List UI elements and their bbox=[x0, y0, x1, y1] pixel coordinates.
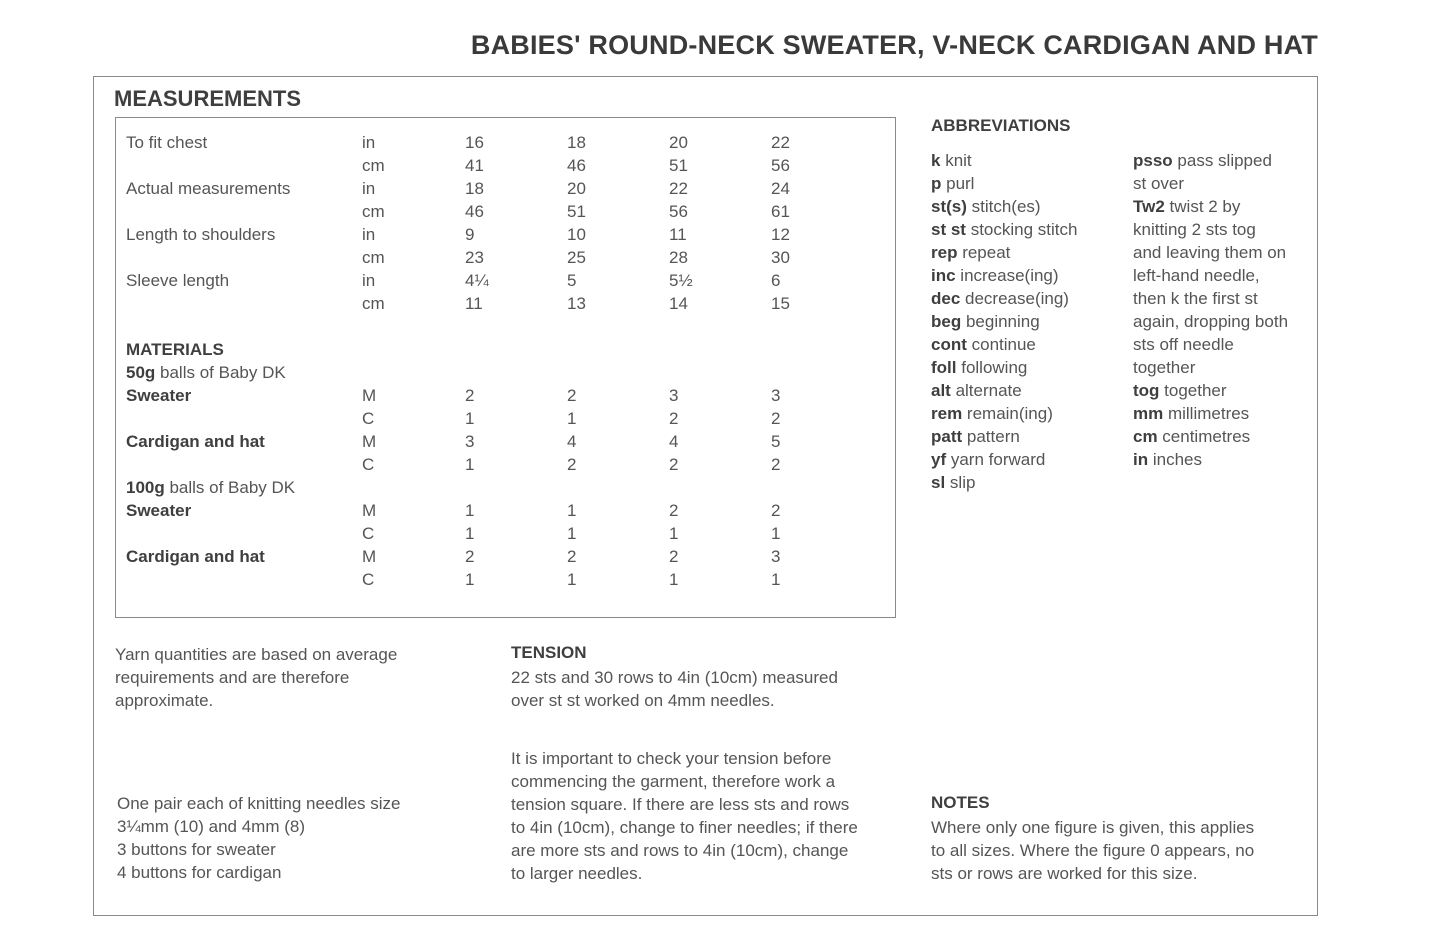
text-line: Where only one figure is given, this applies bbox=[931, 818, 1255, 837]
abbreviation-term: p bbox=[931, 174, 942, 193]
material-ball-count: 2 bbox=[669, 455, 679, 474]
abbreviation-meaning: slip bbox=[945, 473, 976, 492]
material-ball-count: 2 bbox=[771, 501, 781, 520]
abbreviation-meaning: continue bbox=[966, 335, 1036, 354]
text-line: to larger needles. bbox=[511, 864, 643, 883]
abbreviation-term: in bbox=[1133, 450, 1149, 469]
measurement-value: 46 bbox=[567, 156, 586, 175]
measurement-value: 9 bbox=[465, 225, 475, 244]
measurement-value: 12 bbox=[771, 225, 790, 244]
abbreviation-entry bbox=[931, 379, 1077, 402]
material-item-label: Cardigan and hat bbox=[126, 547, 265, 566]
material-ball-count: 2 bbox=[771, 455, 781, 474]
measurement-unit: cm bbox=[362, 202, 385, 221]
measurement-value: 51 bbox=[669, 156, 688, 175]
abbreviation-entry bbox=[1133, 448, 1288, 471]
material-ball-count: 1 bbox=[465, 501, 475, 520]
abbreviation-meaning: stocking stitch bbox=[965, 220, 1078, 239]
text-line: It is important to check your tension before bbox=[511, 749, 832, 768]
material-colour: C bbox=[362, 524, 375, 543]
abbreviation-term: sl bbox=[931, 473, 946, 492]
measurement-unit: cm bbox=[362, 248, 385, 267]
abbreviation-entry bbox=[1133, 379, 1288, 402]
abbreviation-meaning: together bbox=[1159, 381, 1227, 400]
abbreviation-entry bbox=[931, 425, 1077, 448]
material-ball-count: 1 bbox=[771, 570, 781, 589]
measurement-value: 61 bbox=[771, 202, 790, 221]
text-line: 3¼mm (10) and 4mm (8) bbox=[117, 817, 305, 836]
measurement-unit: cm bbox=[362, 294, 385, 313]
abbreviation-meaning: alternate bbox=[950, 381, 1022, 400]
material-ball-count: 1 bbox=[465, 524, 475, 543]
measurement-unit: in bbox=[362, 225, 376, 244]
abbreviation-meaning: pass slipped bbox=[1172, 151, 1272, 170]
abbreviation-term: rep bbox=[931, 243, 958, 262]
measurement-value: 25 bbox=[567, 248, 586, 267]
abbreviation-term: beg bbox=[931, 312, 962, 331]
abbreviation-meaning: inches bbox=[1148, 450, 1202, 469]
abbreviation-meaning: twist 2 by bbox=[1164, 197, 1241, 216]
abbreviation-term: inc bbox=[931, 266, 956, 285]
yarn-quantities-note bbox=[115, 643, 397, 712]
abbreviation-entry bbox=[931, 172, 1077, 195]
abbreviation-entry bbox=[1133, 264, 1288, 287]
measurement-value: 41 bbox=[465, 156, 484, 175]
text-line: 22 sts and 30 rows to 4in (10cm) measured bbox=[511, 668, 838, 687]
material-item-label: Sweater bbox=[126, 501, 192, 520]
material-item-label: Cardigan and hat bbox=[126, 432, 265, 451]
abbreviation-entry bbox=[1133, 425, 1288, 448]
material-colour: M bbox=[362, 501, 377, 520]
abbreviation-meaning: pattern bbox=[962, 427, 1020, 446]
abbreviation-meaning: following bbox=[956, 358, 1028, 377]
material-item-label: Sweater bbox=[126, 386, 192, 405]
text-line: Yarn quantities are based on average bbox=[115, 645, 398, 664]
abbreviation-entry bbox=[931, 448, 1077, 471]
abbreviation-term: alt bbox=[931, 381, 951, 400]
abbreviation-term: Tw2 bbox=[1133, 197, 1165, 216]
material-ball-count: 5 bbox=[771, 432, 781, 451]
material-ball-count: 3 bbox=[771, 386, 781, 405]
page-title: BABIES' ROUND-NECK SWEATER, V-NECK CARDIGAN AND HAT bbox=[470, 30, 1318, 60]
abbreviation-entry bbox=[931, 287, 1077, 310]
text-line: over st st worked on 4mm needles. bbox=[511, 691, 775, 710]
material-ball-count: 3 bbox=[771, 547, 781, 566]
abbreviation-entry bbox=[1133, 333, 1288, 356]
measurement-value: 14 bbox=[669, 294, 688, 313]
abbreviation-meaning: repeat bbox=[957, 243, 1011, 262]
material-ball-count: 1 bbox=[465, 409, 475, 428]
measurement-value: 28 bbox=[669, 248, 688, 267]
material-ball-count: 1 bbox=[465, 570, 475, 589]
abbreviation-entry bbox=[1133, 172, 1288, 195]
material-colour: M bbox=[362, 386, 377, 405]
abbreviation-meaning: millimetres bbox=[1163, 404, 1250, 423]
abbreviation-meaning: decrease(ing) bbox=[960, 289, 1069, 308]
text-line: are more sts and rows to 4in (10cm), change bbox=[511, 841, 849, 860]
material-ball-count: 1 bbox=[567, 409, 577, 428]
abbreviation-entry bbox=[931, 310, 1077, 333]
abbreviation-entry bbox=[1133, 402, 1288, 425]
material-ball-count: 1 bbox=[465, 455, 475, 474]
abbreviation-meaning: beginning bbox=[961, 312, 1040, 331]
measurement-unit: in bbox=[362, 271, 376, 290]
abbreviation-meaning: knitting 2 sts tog bbox=[1133, 220, 1256, 239]
measurement-value: 22 bbox=[669, 179, 688, 198]
text-line: requirements and are therefore bbox=[115, 668, 350, 687]
abbreviation-entry bbox=[931, 241, 1077, 264]
abbreviation-term: cont bbox=[931, 335, 967, 354]
abbreviation-meaning: st over bbox=[1133, 174, 1185, 193]
material-ball-count: 1 bbox=[567, 570, 577, 589]
abbreviation-meaning: left-hand needle, bbox=[1133, 266, 1260, 285]
tension-heading: TENSION bbox=[511, 643, 587, 662]
text-line: tension square. If there are less sts and rows bbox=[511, 795, 850, 814]
abbreviation-entry bbox=[1133, 356, 1288, 379]
abbreviation-term: k bbox=[931, 151, 941, 170]
material-ball-count: 3 bbox=[669, 386, 679, 405]
text-line: commencing the garment, therefore work a bbox=[511, 772, 836, 791]
measurement-value: 23 bbox=[465, 248, 484, 267]
material-ball-count: 1 bbox=[567, 524, 577, 543]
measurement-value: 46 bbox=[465, 202, 484, 221]
abbreviation-meaning: and leaving them on bbox=[1133, 243, 1287, 262]
text-line: to all sizes. Where the figure 0 appears, no bbox=[931, 841, 1255, 860]
material-ball-count: 4 bbox=[567, 432, 577, 451]
abbreviation-term: dec bbox=[931, 289, 961, 308]
abbreviation-entry bbox=[1133, 310, 1288, 333]
measurement-value: 16 bbox=[465, 133, 484, 152]
tension-paragraph-2 bbox=[511, 747, 858, 885]
measurement-label: Length to shoulders bbox=[126, 225, 276, 244]
measurement-value: 24 bbox=[771, 179, 790, 198]
tension-paragraph-1 bbox=[511, 666, 838, 712]
measurement-value: 18 bbox=[567, 133, 586, 152]
abbreviations-column-1 bbox=[931, 149, 1077, 494]
material-ball-count: 2 bbox=[771, 409, 781, 428]
measurement-value: 5½ bbox=[669, 271, 693, 290]
text-line: sts or rows are worked for this size. bbox=[931, 864, 1198, 883]
material-ball-count: 2 bbox=[465, 547, 475, 566]
measurement-value: 51 bbox=[567, 202, 586, 221]
abbreviation-entry bbox=[931, 356, 1077, 379]
text-line: 4 buttons for cardigan bbox=[117, 863, 282, 882]
abbreviation-term: cm bbox=[1133, 427, 1158, 446]
abbreviation-entry bbox=[1133, 241, 1288, 264]
measurement-value: 18 bbox=[465, 179, 484, 198]
material-colour: C bbox=[362, 409, 375, 428]
measurement-value: 4¼ bbox=[465, 271, 489, 290]
abbreviation-meaning: stitch(es) bbox=[966, 197, 1041, 216]
materials-group-100g: 100g balls of Baby DK bbox=[126, 478, 296, 497]
abbreviation-term: foll bbox=[931, 358, 957, 377]
abbreviation-meaning: yarn forward bbox=[946, 450, 1046, 469]
text-line: approximate. bbox=[115, 691, 214, 710]
abbreviation-meaning: increase(ing) bbox=[955, 266, 1059, 285]
material-ball-count: 1 bbox=[669, 524, 679, 543]
abbreviation-meaning: then k the first st bbox=[1133, 289, 1258, 308]
measurement-value: 56 bbox=[771, 156, 790, 175]
material-ball-count: 3 bbox=[465, 432, 475, 451]
measurement-value: 30 bbox=[771, 248, 790, 267]
abbreviation-entry bbox=[931, 402, 1077, 425]
abbreviation-term: psso bbox=[1133, 151, 1173, 170]
abbreviation-meaning: again, dropping both bbox=[1133, 312, 1289, 331]
measurement-value: 11 bbox=[465, 294, 483, 313]
abbreviation-meaning: remain(ing) bbox=[962, 404, 1053, 423]
material-ball-count: 2 bbox=[567, 455, 577, 474]
measurement-value: 6 bbox=[771, 271, 781, 290]
materials-heading: MATERIALS bbox=[126, 340, 224, 359]
abbreviation-term: yf bbox=[931, 450, 947, 469]
measurement-value: 20 bbox=[567, 179, 586, 198]
abbreviations-column-2 bbox=[1133, 149, 1288, 471]
measurement-label: Actual measurements bbox=[126, 179, 291, 198]
measurements-heading: MEASUREMENTS bbox=[114, 86, 302, 111]
abbreviation-meaning: together bbox=[1133, 358, 1196, 377]
measurement-label: Sleeve length bbox=[126, 271, 230, 290]
measurement-value: 11 bbox=[669, 225, 687, 244]
text-line: to 4in (10cm), change to finer needles; if there bbox=[511, 818, 858, 837]
abbreviation-entry bbox=[931, 471, 1077, 494]
material-ball-count: 1 bbox=[567, 501, 577, 520]
material-ball-count: 2 bbox=[669, 547, 679, 566]
measurement-value: 22 bbox=[771, 133, 790, 152]
material-ball-count: 2 bbox=[465, 386, 475, 405]
abbreviation-entry bbox=[1133, 195, 1288, 218]
material-colour: M bbox=[362, 547, 377, 566]
notes-heading: NOTES bbox=[931, 793, 990, 812]
abbreviation-term: tog bbox=[1133, 381, 1160, 400]
abbreviation-entry bbox=[1133, 287, 1288, 310]
material-ball-count: 2 bbox=[567, 386, 577, 405]
measurement-unit: in bbox=[362, 133, 376, 152]
measurement-label: To fit chest bbox=[126, 133, 208, 152]
abbreviation-entry bbox=[931, 333, 1077, 356]
measurement-unit: cm bbox=[362, 156, 385, 175]
material-colour: C bbox=[362, 570, 375, 589]
measurement-value: 13 bbox=[567, 294, 586, 313]
abbreviation-entry bbox=[931, 264, 1077, 287]
measurement-value: 15 bbox=[771, 294, 790, 313]
abbreviation-entry bbox=[1133, 218, 1288, 241]
needles-and-buttons-note bbox=[117, 792, 401, 884]
measurement-value: 56 bbox=[669, 202, 688, 221]
measurement-unit: in bbox=[362, 179, 376, 198]
abbreviation-term: st st bbox=[931, 220, 966, 239]
materials-group-50g: 50g balls of Baby DK bbox=[126, 363, 286, 382]
measurement-value: 10 bbox=[567, 225, 586, 244]
material-ball-count: 2 bbox=[669, 501, 679, 520]
abbreviation-meaning: centimetres bbox=[1157, 427, 1251, 446]
notes-paragraph bbox=[931, 816, 1254, 885]
measurement-value: 20 bbox=[669, 133, 688, 152]
abbreviation-term: mm bbox=[1133, 404, 1164, 423]
abbreviation-entry bbox=[931, 218, 1077, 241]
abbreviation-entry bbox=[1133, 149, 1288, 172]
material-ball-count: 4 bbox=[669, 432, 679, 451]
abbreviation-term: patt bbox=[931, 427, 963, 446]
measurement-value: 5 bbox=[567, 271, 577, 290]
abbreviation-entry bbox=[931, 195, 1077, 218]
material-ball-count: 2 bbox=[669, 409, 679, 428]
abbreviation-term: rem bbox=[931, 404, 963, 423]
material-ball-count: 2 bbox=[567, 547, 577, 566]
material-colour: C bbox=[362, 455, 375, 474]
abbreviation-term: st(s) bbox=[931, 197, 967, 216]
material-ball-count: 1 bbox=[669, 570, 679, 589]
abbreviation-meaning: sts off needle bbox=[1133, 335, 1234, 354]
material-colour: M bbox=[362, 432, 377, 451]
abbreviation-entry bbox=[931, 149, 1077, 172]
abbreviation-meaning: knit bbox=[940, 151, 972, 170]
abbreviation-meaning: purl bbox=[941, 174, 975, 193]
text-line: 3 buttons for sweater bbox=[117, 840, 276, 859]
abbreviations-heading: ABBREVIATIONS bbox=[931, 116, 1071, 135]
text-line: One pair each of knitting needles size bbox=[117, 794, 401, 813]
material-ball-count: 1 bbox=[771, 524, 781, 543]
